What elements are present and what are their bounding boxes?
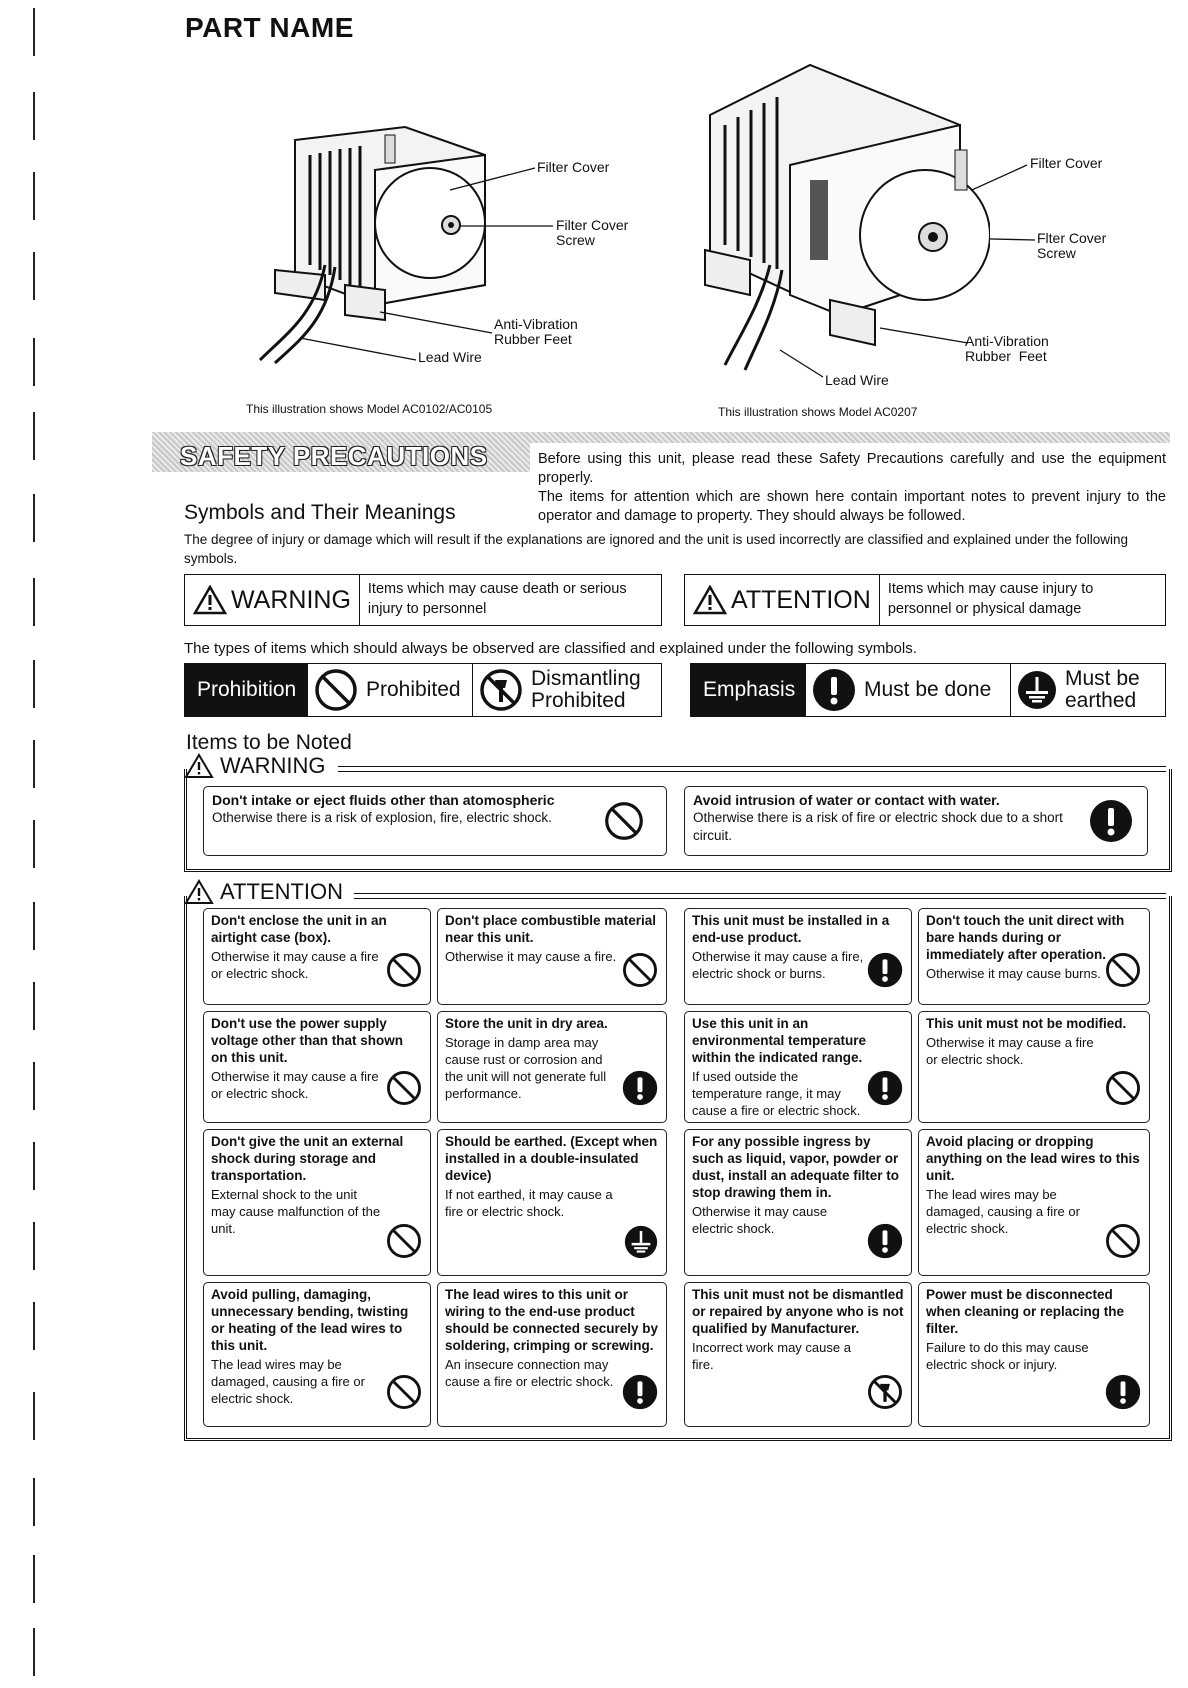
safety-heading: SAFETY PRECAUTIONS (180, 441, 488, 471)
must-do-icon (622, 1374, 658, 1414)
attention-card-15 (684, 1282, 912, 1427)
attention-card-12 (918, 1129, 1150, 1276)
attention-card-head: Avoid pulling, damaging, unnecessary bending, twisting or heating of the lead wires to this unit. (211, 1287, 409, 1353)
attention-card-16 (918, 1282, 1150, 1427)
attention-card-head: Power must be disconnected when cleaning or replacing the filter. (926, 1287, 1125, 1336)
warning-card-2-body: Otherwise there is a risk of fire or electric shock due to a short circuit. (693, 810, 1063, 843)
prohibited-icon (1105, 1070, 1141, 1110)
prohibited-icon (604, 801, 644, 841)
prohibited-icon (386, 952, 422, 992)
margin-mark (33, 820, 35, 868)
degree-text: The degree of injury or damage which will result if the explanations are ignored and the unit is used incorrectly are classified and explained under the following symbols. (184, 532, 1129, 566)
attention-card-body: Otherwise it may cause electric shock. (692, 1204, 828, 1236)
attention-card-7 (684, 1011, 912, 1123)
attention-card-3 (684, 908, 912, 1005)
attention-card-head: Don't give the unit an external shock during storage and transportation. (211, 1134, 404, 1183)
must-do-icon (812, 668, 856, 712)
prohibited-icon (386, 1070, 422, 1110)
attention-card-head: Use this unit in an environmental temperature within the indicated range. (692, 1016, 867, 1065)
dismantling-label: Dismantling Prohibited (531, 667, 641, 712)
prohibited-icon (386, 1374, 422, 1414)
prohibited-label: Prohibited (366, 678, 461, 701)
must-do-icon (622, 1070, 658, 1110)
prohibition-bar (184, 663, 662, 717)
must-do-icon (1105, 1374, 1141, 1414)
dismantling-cell (473, 664, 661, 716)
safety-intro-1: Before using this unit, please read these Safety Precautions carefully and use the equipment properly. (538, 451, 1166, 486)
must-be-done-label: Must be done (864, 678, 992, 701)
attention-card-body: The lead wires may be damaged, causing a fire or electric shock. (926, 1187, 1080, 1236)
emphasis-label: Emphasis (691, 664, 806, 716)
label-lead-wire-right: Lead Wire (825, 372, 889, 388)
attention-definition-box (684, 574, 1166, 626)
attention-card-head: Don't use the power supply voltage other than that shown on this unit. (211, 1016, 404, 1065)
attention-card-5 (203, 1011, 431, 1123)
margin-mark (33, 1555, 35, 1603)
attention-card-2 (437, 908, 667, 1005)
label-filter-cover: Filter Cover (537, 159, 610, 175)
safety-intro-2: The items for attention which are shown here contain important notes to prevent injury to the operator and damage to property. They should always be followed. (538, 489, 1166, 524)
attention-card-body: The lead wires may be damaged, causing a fire or electric shock. (211, 1357, 365, 1406)
emphasis-bar (690, 663, 1166, 717)
caption-left: This illustration shows Model AC0102/AC0105 (246, 402, 493, 416)
attention-triangle-icon (693, 585, 727, 615)
margin-mark (33, 1628, 35, 1676)
attention-card-4 (918, 908, 1150, 1005)
must-do-icon (867, 952, 903, 992)
prohibited-icon (314, 668, 358, 712)
attention-card-8 (918, 1011, 1150, 1123)
attention-card-body: Otherwise it may cause a fire or electric shock. (926, 1035, 1094, 1067)
symbols-heading: Symbols and Their Meanings (184, 501, 456, 524)
caption-right: This illustration shows Model AC0207 (718, 405, 918, 419)
attention-card-9 (203, 1129, 431, 1276)
prohibited-icon (622, 952, 658, 992)
attention-card-body: Otherwise it may cause a fire or electric shock. (211, 949, 379, 981)
attention-card-body: Failure to do this may cause electric shock or injury. (926, 1340, 1089, 1372)
attention-card-head: The lead wires to this unit or wiring to the end-use product should be connected securely by soldering, crimping or screwing. (445, 1287, 659, 1353)
margin-mark (33, 1302, 35, 1350)
warning-section-label: WARNING (220, 753, 326, 778)
warning-card-2 (684, 786, 1148, 856)
warning-card-1 (203, 786, 667, 856)
attention-card-body: Otherwise it may cause a fire, electric shock or burns. (692, 949, 864, 981)
margin-mark (33, 982, 35, 1030)
attention-key-desc: Items which may cause injury to personnel or physical damage (887, 581, 1094, 617)
attention-card-head: Store the unit in dry area. (445, 1016, 608, 1031)
dismantle-icon (867, 1374, 903, 1414)
must-be-earthed-cell (1011, 664, 1165, 716)
attention-card-body: An insecure connection may cause a fire or electric shock. (445, 1357, 614, 1389)
attention-section-label: ATTENTION (220, 879, 344, 904)
margin-mark (33, 902, 35, 950)
must-do-icon (867, 1223, 903, 1263)
earth-icon (624, 1225, 658, 1263)
attention-card-body: Otherwise it may cause burns. (926, 966, 1101, 981)
prohibition-label: Prohibition (185, 664, 308, 716)
attention-card-body: Otherwise it may cause a fire or electric shock. (211, 1069, 379, 1101)
warning-triangle-icon (193, 585, 227, 615)
attention-card-head: This unit must be installed in a end-use product. (692, 913, 890, 945)
attention-card-body: If not earthed, it may cause a fire or electric shock. (445, 1187, 613, 1219)
margin-mark (33, 1222, 35, 1270)
warning-card-1-head: Don't intake or eject fluids other than atomospheric (212, 792, 555, 808)
attention-card-14 (437, 1282, 667, 1427)
attention-key-label: ATTENTION (731, 585, 871, 614)
margin-mark (33, 740, 35, 788)
must-do-icon (1089, 799, 1133, 843)
must-be-done-cell (806, 664, 1011, 716)
margin-mark (33, 1392, 35, 1440)
label-anti-vibration-right: Anti-Vibration Rubber Feet (965, 333, 1049, 364)
warning-key-label: WARNING (231, 585, 351, 614)
attention-card-body: Otherwise it may cause a fire. (445, 949, 617, 964)
margin-mark (33, 412, 35, 460)
attention-card-1 (203, 908, 431, 1005)
types-text: The types of items which should always be observed are classified and explained under the following symbols. (184, 640, 917, 657)
label-filter-cover-screw-right: Flter Cover Screw (1037, 230, 1107, 261)
label-filter-cover-screw: Filter Cover Screw (556, 217, 629, 248)
warning-definition-box (184, 574, 662, 626)
must-do-icon (867, 1070, 903, 1110)
attention-card-body: If used outside the temperature range, it may cause a fire or electric shock. (692, 1069, 861, 1118)
attention-card-head: For any possible ingress by such as liquid, vapor, powder or dust, install an adequate filter to stop drawing them in. (692, 1134, 900, 1200)
margin-mark (33, 660, 35, 708)
dismantle-prohibited-icon (479, 668, 523, 712)
attention-card-11 (684, 1129, 912, 1276)
pump-illustration-right (700, 55, 990, 375)
label-anti-vibration: Anti-Vibration Rubber Feet (494, 316, 578, 347)
attention-card-head: This unit must not be modified. (926, 1016, 1127, 1031)
prohibited-icon (1105, 1223, 1141, 1263)
attention-card-head: Don't enclose the unit in an airtight case (box). (211, 913, 387, 945)
warning-card-1-body: Otherwise there is a risk of explosion, fire, electric shock. (212, 810, 552, 825)
earth-icon (1017, 670, 1057, 710)
attention-card-13 (203, 1282, 431, 1427)
page-title: PART NAME (185, 12, 354, 43)
warning-key (185, 575, 360, 625)
attention-card-10 (437, 1129, 667, 1276)
safety-intro (538, 450, 1166, 526)
prohibited-cell (308, 664, 473, 716)
margin-mark (33, 1142, 35, 1190)
margin-mark (33, 1478, 35, 1526)
label-filter-cover-right: Filter Cover (1030, 155, 1103, 171)
margin-mark (33, 578, 35, 626)
attention-card-head: Don't touch the unit direct with bare hands during or immediately after operation. (926, 913, 1125, 962)
warning-key-desc: Items which may cause death or serious injury to personnel (367, 581, 627, 617)
attention-card-head: Avoid placing or dropping anything on the lead wires to this unit. (926, 1134, 1140, 1183)
prohibited-icon (386, 1223, 422, 1263)
attention-key (685, 575, 880, 625)
attention-card-body: Incorrect work may cause a fire. (692, 1340, 851, 1372)
attention-card-6 (437, 1011, 667, 1123)
attention-card-body: Storage in damp area may cause rust or corrosion and the unit will not generate full performance. (445, 1035, 607, 1101)
items-heading: Items to be Noted (186, 731, 352, 754)
attention-card-head: This unit must not be dismantled or repaired by anyone who is not qualified by Manufacturer. (692, 1287, 904, 1336)
attention-card-head: Don't place combustible material near this unit. (445, 913, 657, 945)
attention-card-body: External shock to the unit may cause malfunction of the unit. (211, 1187, 381, 1236)
margin-mark (33, 1062, 35, 1110)
warning-card-2-head: Avoid intrusion of water or contact with water. (693, 792, 1000, 808)
label-lead-wire: Lead Wire (418, 349, 482, 365)
attention-card-head: Should be earthed. (Except when installed in a double-insulated device) (445, 1134, 658, 1183)
margin-mark (33, 494, 35, 542)
prohibited-icon (1105, 952, 1141, 992)
must-be-earthed-label: Must be earthed (1065, 667, 1140, 712)
